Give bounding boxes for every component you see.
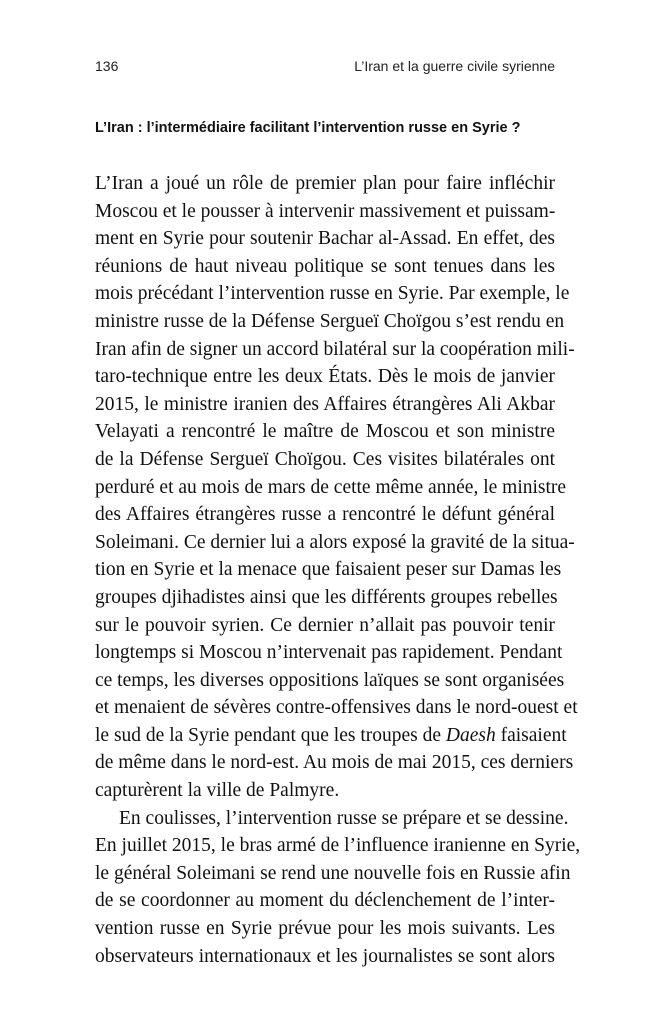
text-line: Soleimani. Ce dernier lui a alors exposé la gravité de la situa- [95,531,575,553]
italic-term: Daesh [445,724,496,746]
section-heading: L’Iran : l’intermédiaire facilitant l’intervention russe en Syrie ? [95,120,521,136]
text-line: des Affaires étrangères russe a rencontré le défunt général [95,504,555,526]
running-header [95,58,555,78]
text-line: de la Défense Sergueï Choïgou. Ces visites bilatérales ont [95,448,555,470]
text-line: En juillet 2015, le bras armé de l’influence iranienne en Syrie, [95,835,581,857]
text-line: taro-technique entre les deux États. Dès le mois de janvier [95,366,555,388]
running-title: L’Iran et la guerre civile syrienne [354,58,555,74]
text-line: et menaient de sévères contre-offensives dans le nord-ouest et [95,697,578,719]
text-line: longtemps si Moscou n’intervenait pas rapidement. Pendant [95,642,563,664]
text-line: groupes djihadistes ainsi que les différents groupes rebelles [95,586,558,608]
text-line [95,722,567,750]
text-line: Velayati a rencontré le maître de Moscou et son ministre [95,421,555,443]
text-line: perduré et au mois de mars de cette même année, le ministre [95,476,567,498]
text-line: vention russe en Syrie prévue pour les mois suivants. Les [95,918,555,940]
page-number: 136 [95,58,119,74]
text-line: observateurs internationaux et les journalistes se sont alors [95,945,555,967]
text-line: L’Iran a joué un rôle de premier plan pour faire infléchir [95,173,555,194]
text-line: réunions de haut niveau politique se sont tenues dans les [95,255,555,277]
text-line: mois précédant l’intervention russe en Syrie. Par exemple, le [95,283,570,305]
text-line: capturèrent la ville de Palmyre. [95,780,340,802]
text-line: Moscou et le pousser à intervenir massivement et puissam- [95,200,556,222]
text-line: Iran afin de signer un accord bilatéral sur la coopération mili- [95,338,575,360]
text-segment: le sud de la Syrie pendant que les troupes de [95,724,446,746]
text-line: ment en Syrie pour soutenir Bachar al-Assad. En effet, des [95,228,555,250]
text-line: ce temps, les diverses oppositions laïques se sont organisées [95,669,565,691]
text-line: 2015, le ministre iranien des Affaires étrangères Ali Akbar [95,393,555,415]
text-line: sur le pouvoir syrien. Ce dernier n’allait pas pouvoir tenir [95,614,555,636]
text-line: le général Soleimani se rend une nouvelle fois en Russie afin [95,862,571,884]
text-line: tion en Syrie et la menace que faisaient peser sur Damas les [95,559,562,581]
text-line: En coulisses, l’intervention russe se prépare et se dessine. [119,807,569,829]
body-text [95,170,581,970]
text-line: de même dans le nord-est. Au mois de mai 2015, ces derniers [95,752,574,774]
text-segment: faisaient [495,724,567,746]
text-line: ministre russe de la Défense Sergueï Choïgou s’est rendu en [95,310,565,332]
text-line: de se coordonner au moment du déclenchement de l’inter- [95,890,555,912]
